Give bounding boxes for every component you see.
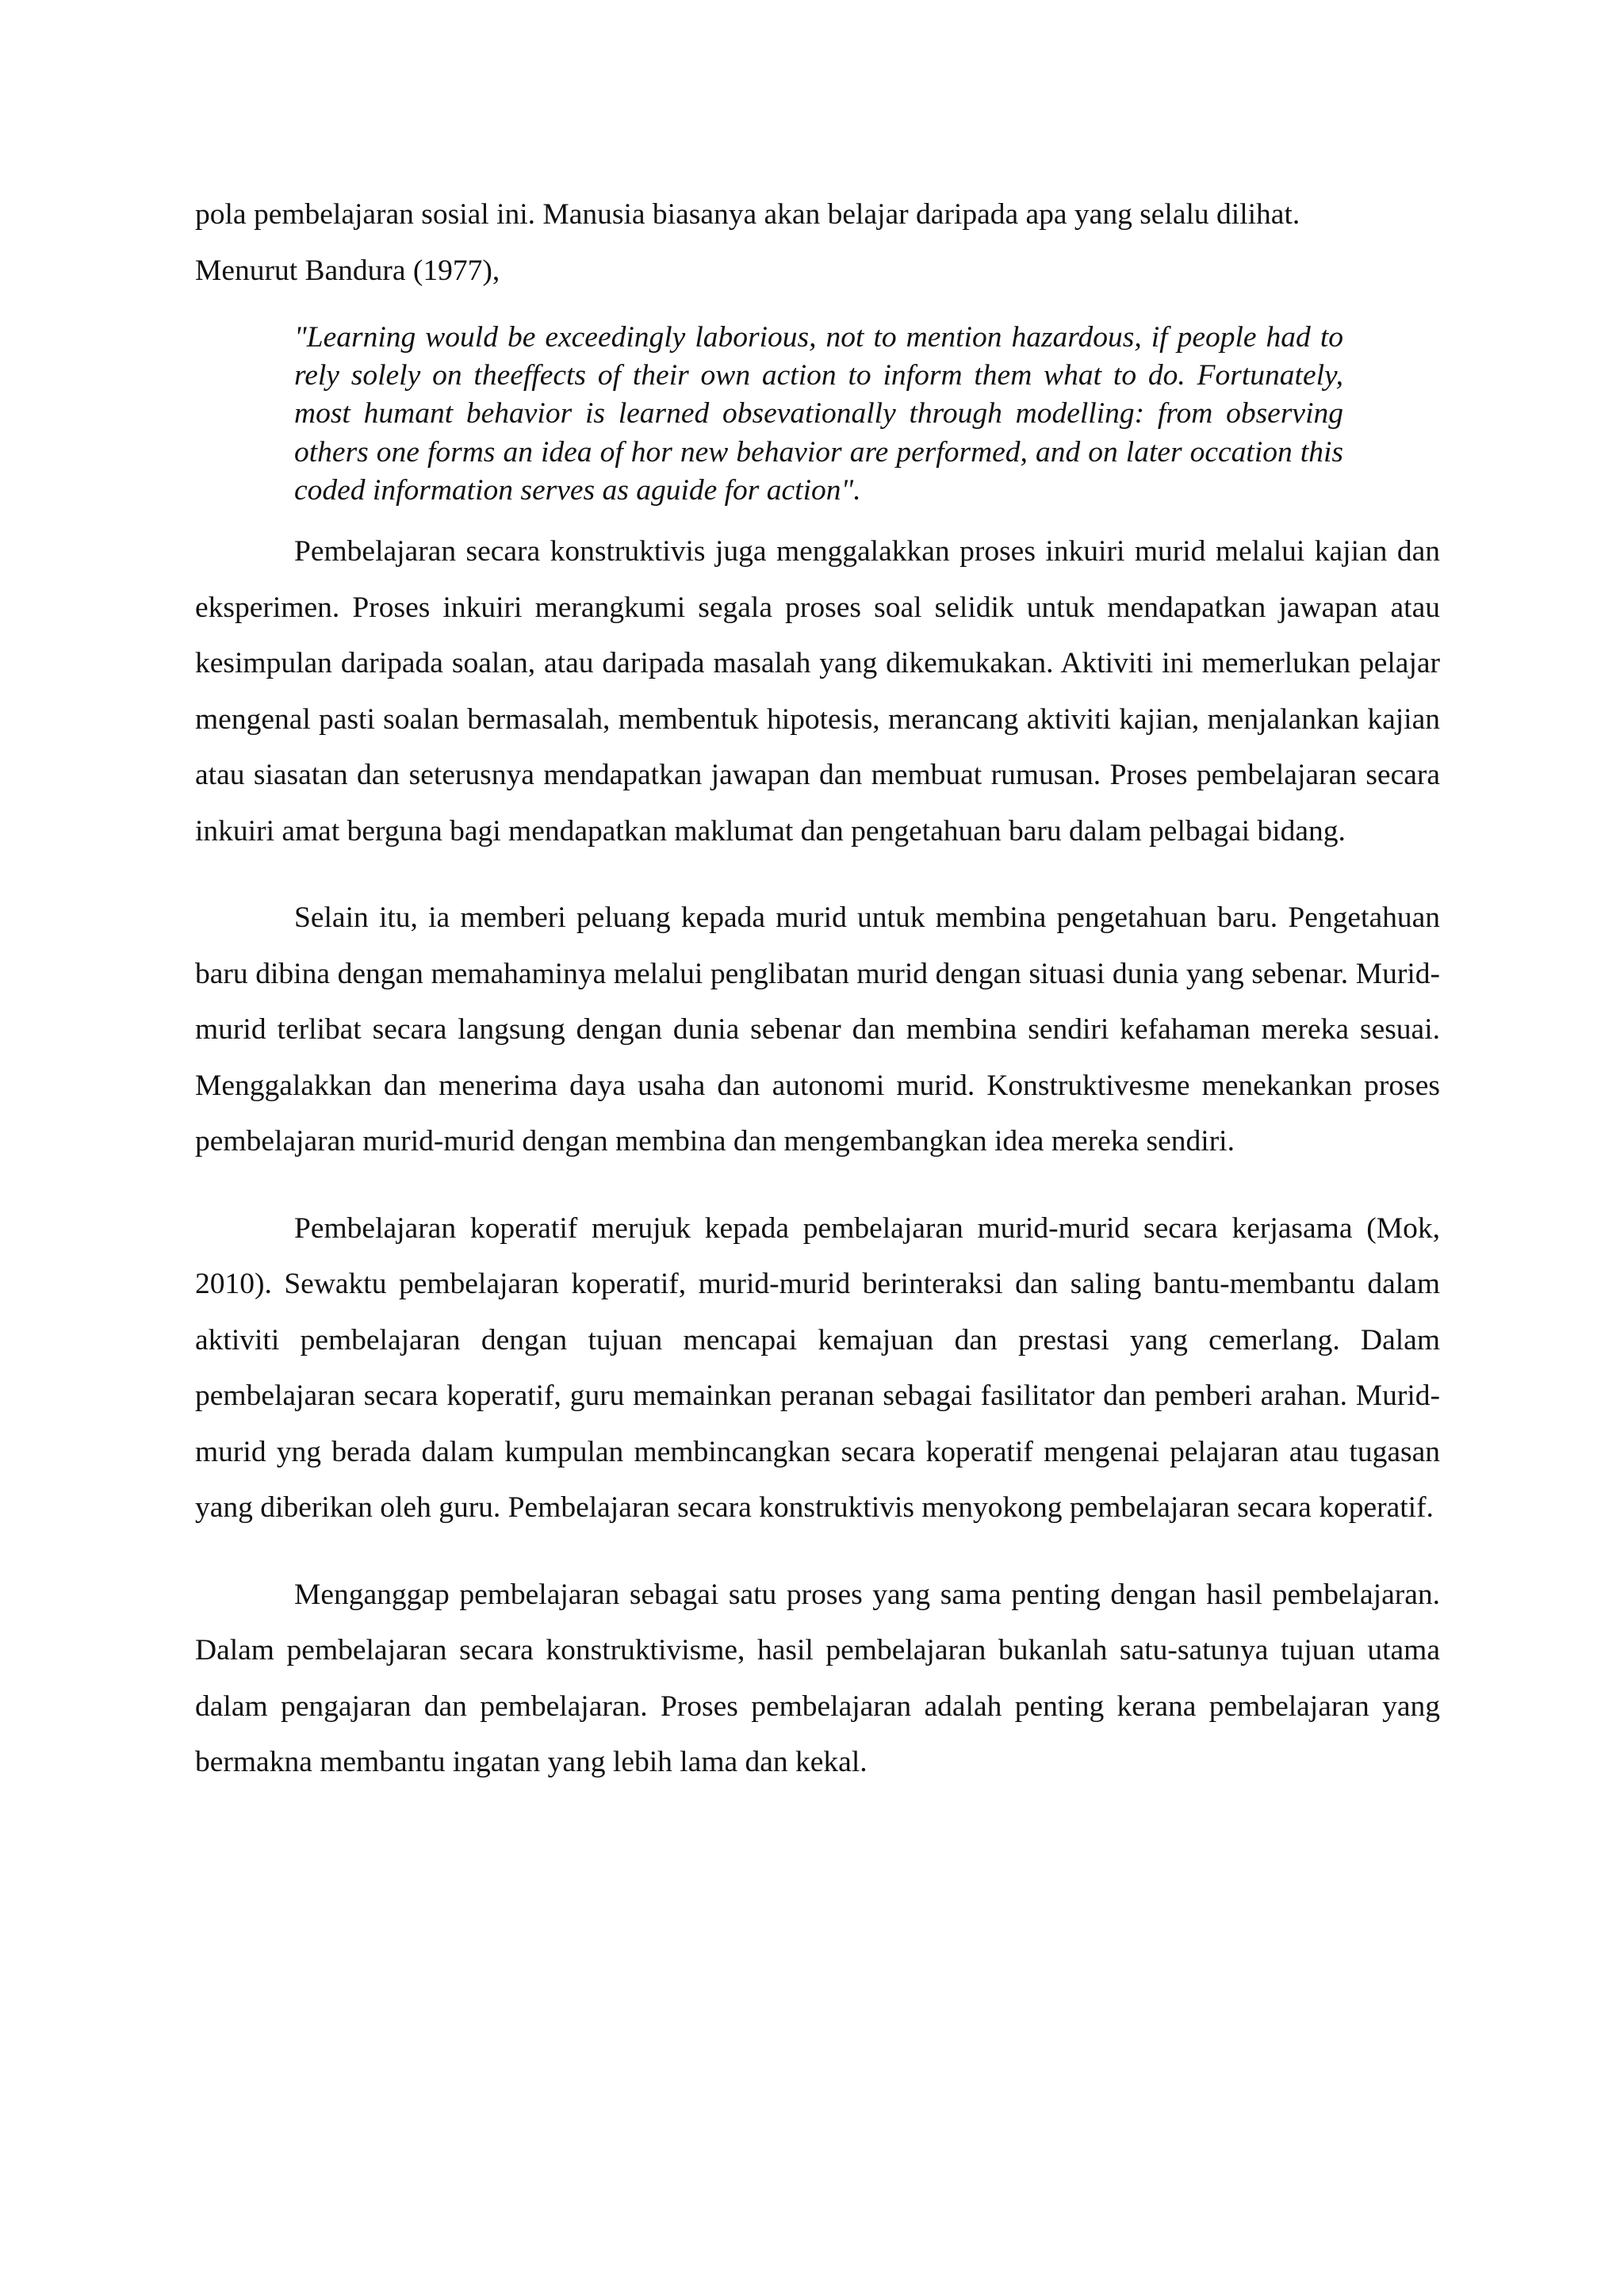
paragraph-pengetahuan-baru: Selain itu, ia memberi peluang kepada murid untuk membina pengetahuan baru. Pengetahuan baru dibina dengan memahaminya melalui penglibatan murid dengan situasi dunia yang sebenar. Murid-murid terlibat secara langsung dengan dunia sebenar dan membina sendiri kefahaman mereka sesuai. Menggalakkan dan menerima daya usaha dan autonomi murid. Konstruktivesme menekankan proses pembelajaran murid-murid dengan membina dan mengembangkan idea mereka sendiri. bbox=[195, 901, 1440, 1158]
intro-line-1: pola pembelajaran sosial ini. Manusia biasanya akan belajar daripada apa yang selalu dilihat. bbox=[195, 198, 1300, 231]
intro-line-2: Menurut Bandura (1977), bbox=[195, 254, 500, 287]
paragraph-proses: Menganggap pembelajaran sebagai satu proses yang sama penting dengan hasil pembelajaran. Dalam pembelajaran secara konstruktivisme, hasil pembelajaran bukanlah satu-satunya tujuan utama dalam pengajaran dan pembelajaran. Proses pembelajaran adalah penting kerana pembelajaran yang bermakna membantu ingatan yang lebih lama dan kekal. bbox=[195, 1578, 1440, 1779]
paragraph-koperatif: Pembelajaran koperatif merujuk kepada pembelajaran murid-murid secara kerjasama (Mok, 2010). Sewaktu pembelajaran koperatif, murid-murid berinteraksi dan saling bantu-membantu dalam aktiviti pembelajaran dengan tujuan mencapai kemajuan dan prestasi yang cemerlang. Dalam pembelajaran secara koperatif, guru memainkan peranan sebagai fasilitator dan pemberi arahan. Murid-murid yng berada dalam kumpulan membincangkan secara koperatif mengenai pelajaran atau tugasan yang diberikan oleh guru. Pembelajaran secara konstruktivis menyokong pembelajaran secara koperatif. bbox=[195, 1211, 1440, 1525]
block-quote: "Learning would be exceedingly laborious, not to mention hazardous, if people had to rely solely on theeffects of their own action to inform them what to do. Fortunately, most humant behavior is learned obsevationally through modelling: from observing others one forms an idea of hor new behavior are performed, and on later occation this coded information serves as aguide for action". bbox=[294, 321, 1343, 507]
document-page bbox=[195, 187, 1440, 1791]
paragraph-inkuiri: Pembelajaran secara konstruktivis juga menggalakkan proses inkuiri murid melalui kajian dan eksperimen. Proses inkuiri merangkumi segala proses soal selidik untuk mendapatkan jawapan atau kesimpulan daripada soalan, atau daripada masalah yang dikemukakan. Aktiviti ini memerlukan pelajar mengenal pasti soalan bermasalah, membentuk hipotesis, merancang aktiviti kajian, menjalankan kajian atau siasatan dan seterusnya mendapatkan jawapan dan membuat rumusan. Proses pembelajaran secara inkuiri amat berguna bagi mendapatkan maklumat dan pengetahuan baru dalam pelbagai bidang. bbox=[195, 535, 1440, 848]
